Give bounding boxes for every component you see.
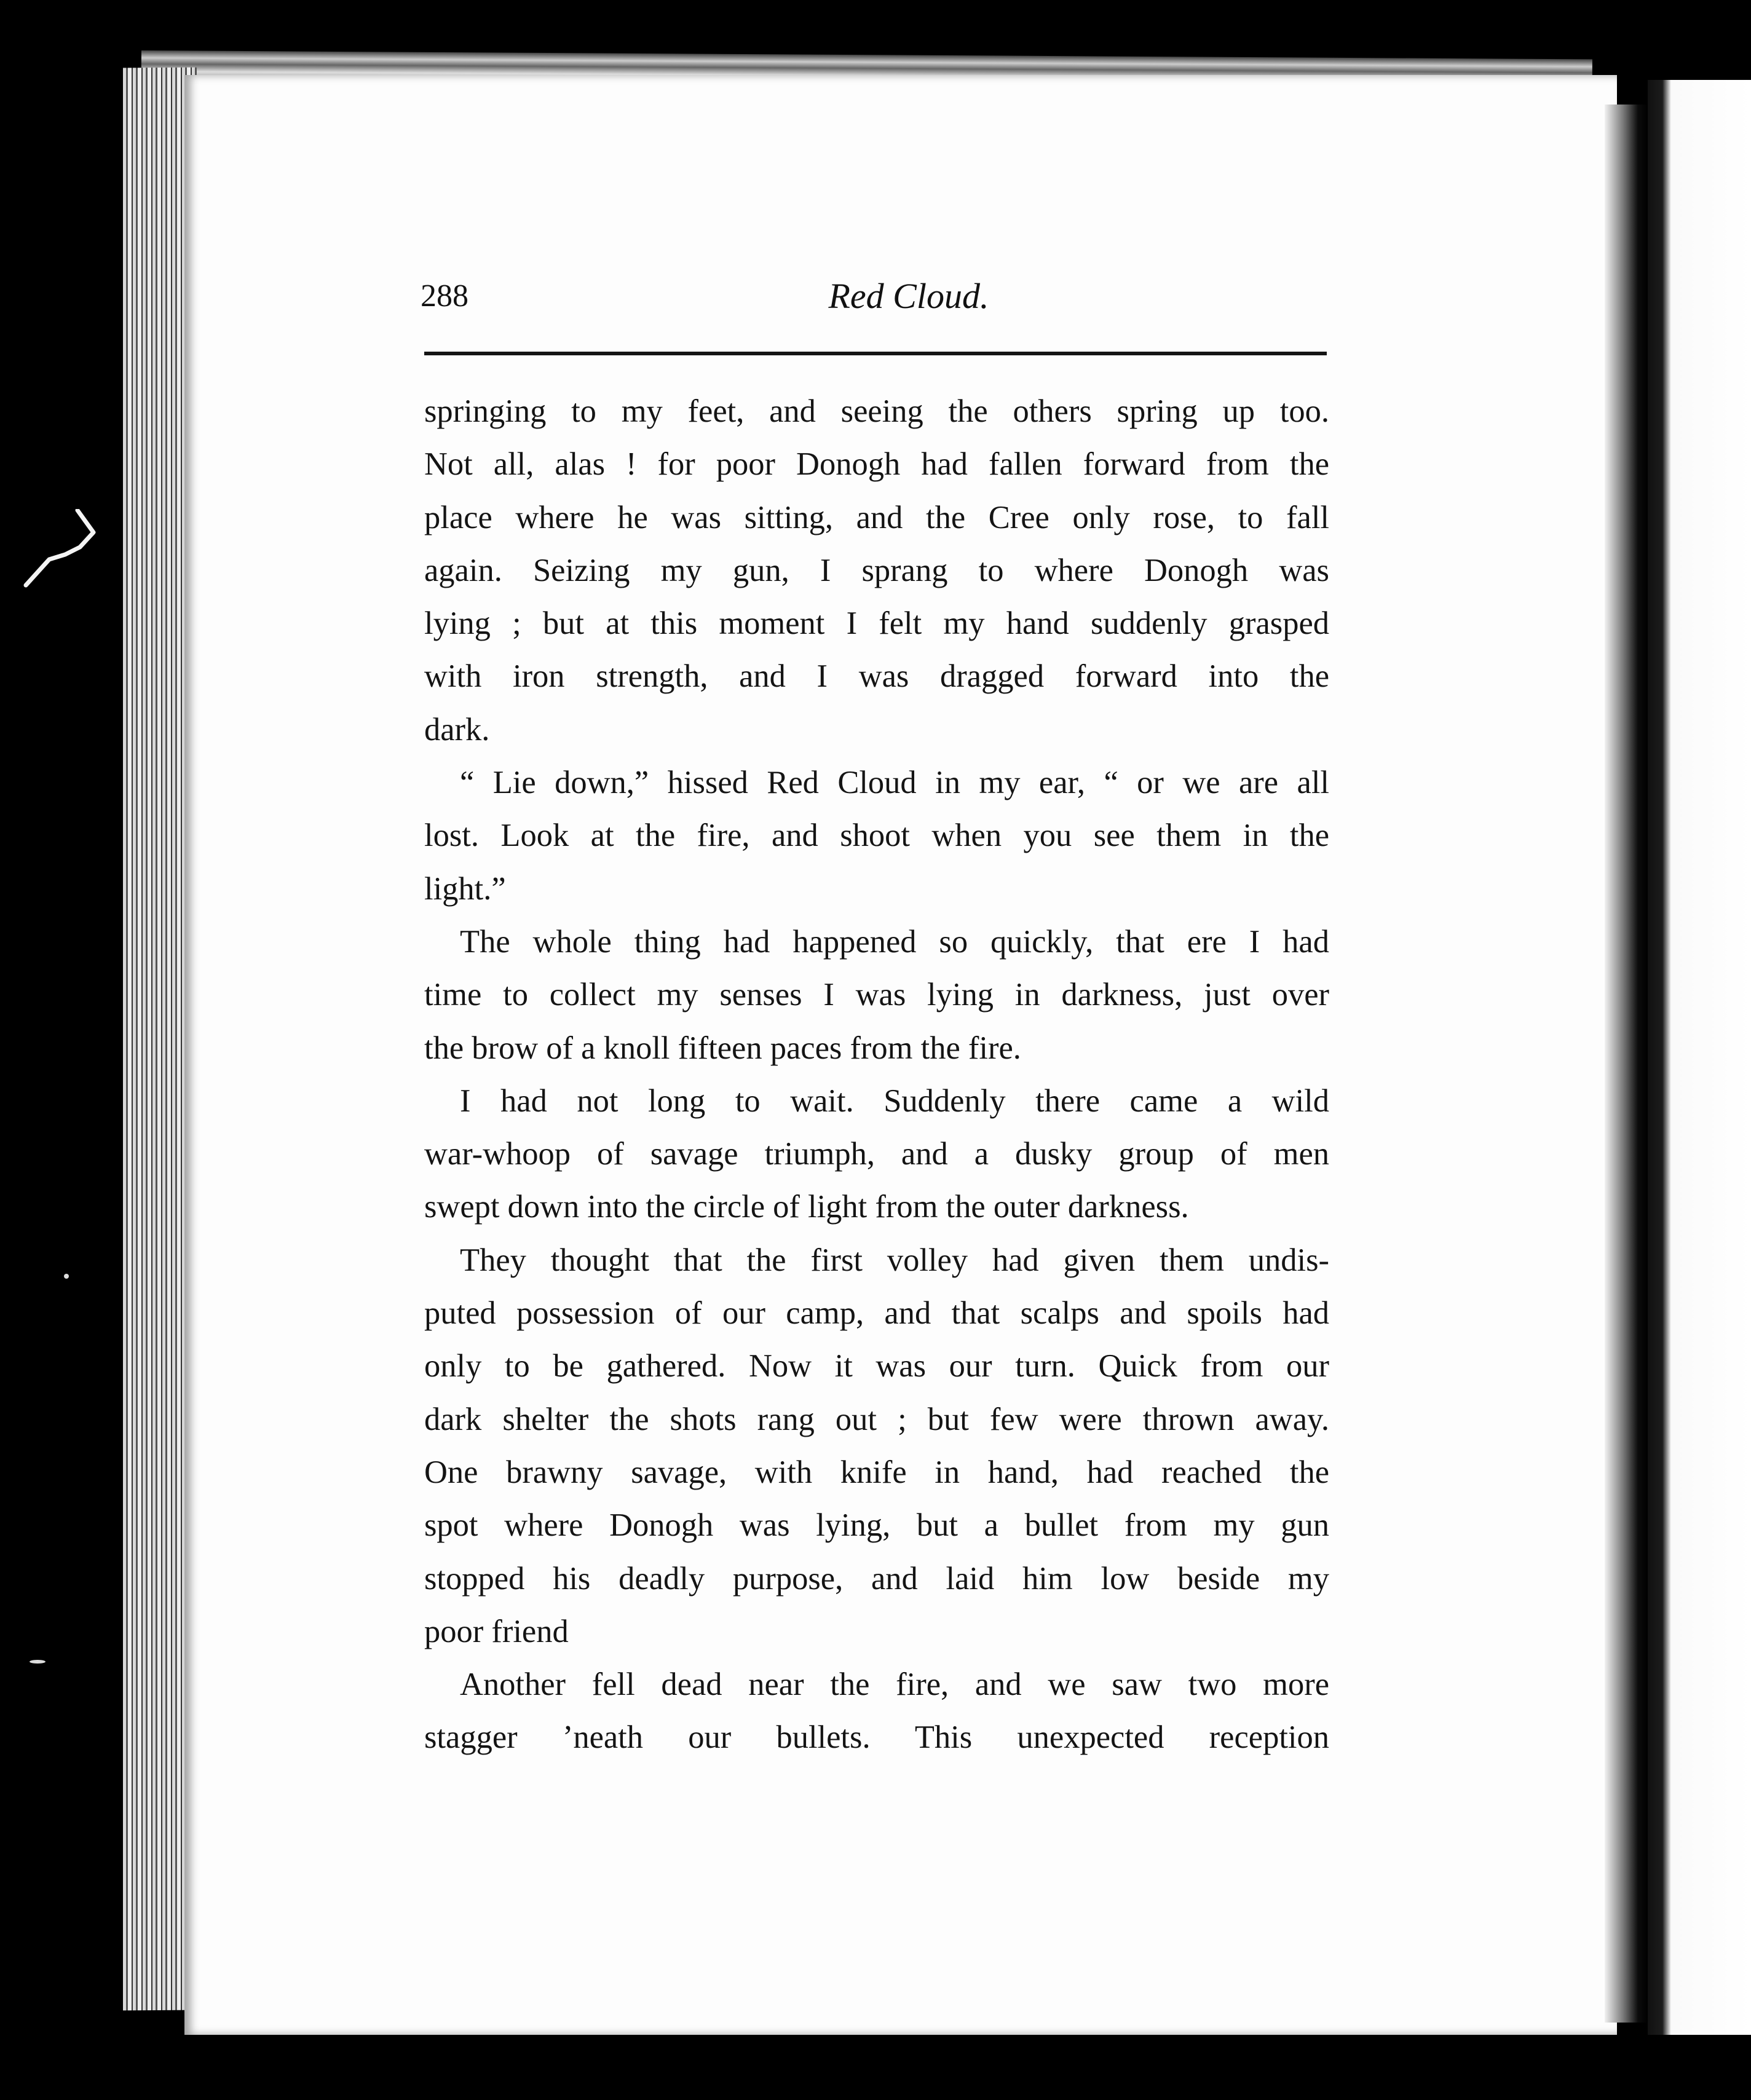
text-line: war-whoop of savage triumph, and a dusky group of men (424, 1136, 1329, 1172)
gutter-shadow (1605, 105, 1648, 2023)
facing-page-edge (1648, 80, 1751, 2035)
text-line: “ Lie down,” hissed Red Cloud in my ear, “ or we are all (460, 765, 1329, 801)
text-line: They thought that the first volley had given them undis- (460, 1242, 1329, 1278)
text-line: I had not long to wait. Suddenly there came a wild (460, 1083, 1329, 1119)
text-line: stopped his deadly purpose, and laid him low beside my (424, 1560, 1329, 1597)
body-text (424, 385, 1329, 1764)
dust-speck (30, 1660, 45, 1664)
running-title: Red Cloud. (828, 276, 989, 316)
text-line: springing to my feet, and seeing the others spring up too. (424, 393, 1329, 429)
text-line: Another fell dead near the fire, and we saw two more (460, 1667, 1329, 1703)
header-rule (424, 352, 1327, 355)
text-line: poor friend (424, 1613, 569, 1649)
text-line: light.” (424, 870, 506, 907)
dust-speck (64, 1274, 69, 1279)
text-line: again. Seizing my gun, I sprang to where Donogh was (424, 552, 1329, 588)
text-line: the brow of a knoll fifteen paces from the fire. (424, 1030, 1021, 1066)
text-line: lost. Look at the fire, and shoot when you see them in the (424, 818, 1329, 854)
text-line: swept down into the circle of light from the outer darkness. (424, 1189, 1189, 1225)
text-line: lying ; but at this moment I felt my hand suddenly grasped (424, 606, 1329, 642)
text-line: Not all, alas ! for poor Donogh had fallen forward from the (424, 446, 1329, 483)
text-line: puted possession of our camp, and that scalps and spoils had (424, 1295, 1329, 1332)
text-line: One brawny savage, with knife in hand, had reached the (424, 1454, 1329, 1490)
text-line: place where he was sitting, and the Cree only rose, to fall (424, 499, 1329, 535)
page-number: 288 (421, 278, 468, 314)
text-line: with iron strength, and I was dragged forward into the (424, 658, 1329, 695)
text-line: dark shelter the shots rang out ; but few were thrown away. (424, 1401, 1329, 1437)
text-line: time to collect my senses I was lying in darkness, just over (424, 977, 1329, 1013)
margin-pencil-mark-icon (21, 509, 107, 595)
text-line: only to be gathered. Now it was our turn. Quick from our (424, 1348, 1329, 1384)
text-line: The whole thing had happened so quickly, that ere I had (460, 923, 1329, 960)
text-line: stagger ’neath our bullets. This unexpected reception (424, 1719, 1329, 1756)
running-head (421, 275, 1329, 331)
text-line: dark. (424, 711, 490, 748)
text-line: spot where Donogh was lying, but a bullet from my gun (424, 1507, 1329, 1544)
